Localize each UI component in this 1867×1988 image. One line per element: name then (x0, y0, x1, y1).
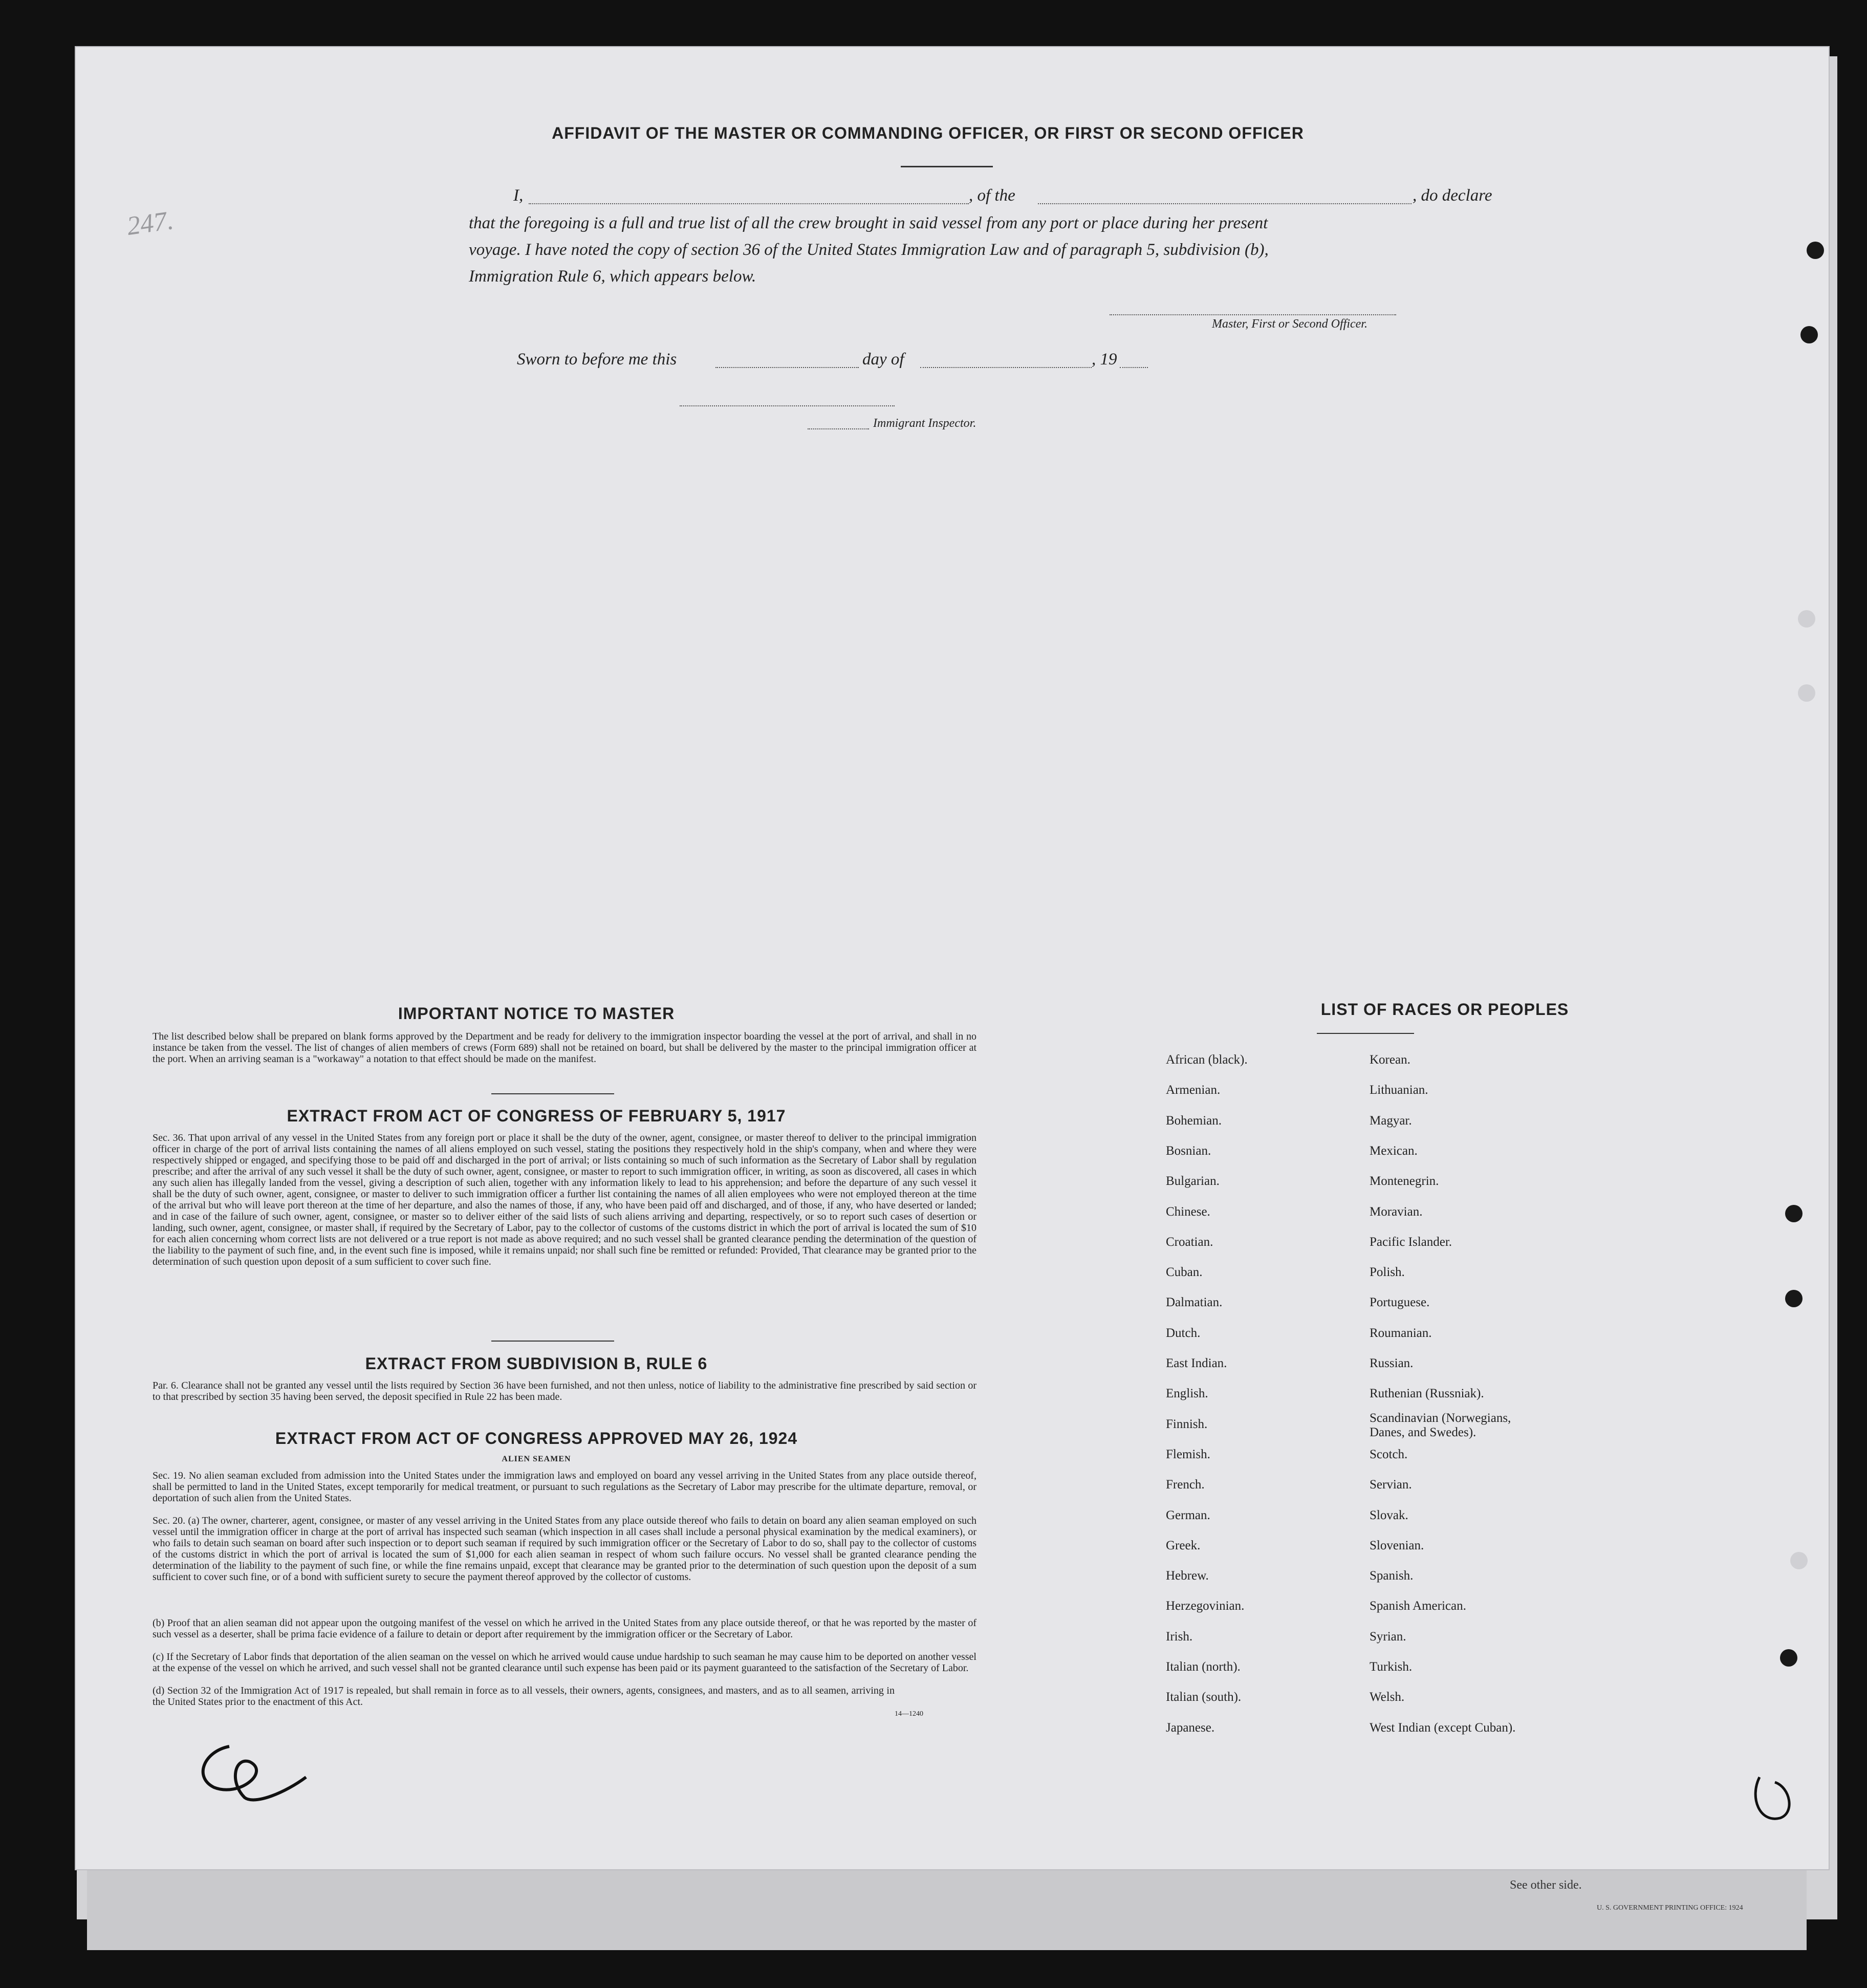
name-line (529, 203, 969, 204)
race-item: Spanish American. (1370, 1599, 1466, 1613)
races-title: LIST OF RACES OR PEOPLES (1320, 1000, 1569, 1019)
race-item: Magyar. (1370, 1113, 1412, 1128)
inspector-dots (808, 428, 869, 429)
race-item: Spanish. (1370, 1569, 1414, 1583)
notice-text: The list described below shall be prepared on blank forms approved by the Department and be ready for delivery to the immigration inspector boarding the vessel at the port of arrival, and shall in no instance be taken from the vessel. The list of changes of alien members of crews (Form 689) shall not be retained on board, but shall be delivered by the master to the principal immigration officer at the port. When an arriving seaman is a "workaway" a notation to that effect should be made on the manifest. (153, 1031, 976, 1065)
punch-hole (1800, 326, 1818, 343)
year-line (1120, 367, 1148, 368)
month-line (920, 367, 1092, 368)
race-item: Syrian. (1370, 1629, 1406, 1644)
notice-title: IMPORTANT NOTICE TO MASTER (398, 1004, 675, 1023)
race-item: Korean. (1370, 1053, 1410, 1067)
race-item: East Indian. (1166, 1356, 1227, 1370)
race-item: Portuguese. (1370, 1295, 1430, 1310)
year-label: , 19 (1092, 350, 1117, 369)
race-item: Slovenian. (1370, 1538, 1424, 1552)
race-item: Flemish. (1166, 1447, 1210, 1461)
extract-1917-title: EXTRACT FROM ACT OF CONGRESS OF FEBRUARY 5, 1917 (287, 1107, 786, 1125)
race-item: Herzegovinian. (1166, 1599, 1245, 1613)
race-item: Ruthenian (Russniak). (1370, 1387, 1484, 1401)
race-item: Mexican. (1370, 1143, 1418, 1158)
vessel-line (1038, 203, 1412, 204)
affidavit-do-declare: , do declare (1413, 186, 1492, 205)
race-item: Moravian. (1370, 1204, 1423, 1219)
race-item: Pacific Islander. (1370, 1235, 1452, 1249)
sec20c-text: (c) If the Secretary of Labor finds that deportation of the alien seaman on the vessel on which he arrived would cause undue hardship to such seaman he may cause him to be deported on another vessel at the expense of the vessel on which he arrived, and such vessel shall not be granted clearance until such expense has been paid or its payment guaranteed to the satisfaction of the Secretary of Labor. (153, 1651, 976, 1674)
title-rule (901, 166, 993, 167)
punch-hole (1785, 1205, 1803, 1222)
race-item: Cuban. (1166, 1265, 1203, 1280)
race-item: German. (1166, 1508, 1210, 1522)
affidavit-i: I, (513, 186, 524, 205)
race-item: Dutch. (1166, 1326, 1201, 1340)
race-item: Bosnian. (1166, 1143, 1211, 1158)
race-item: French. (1166, 1478, 1205, 1492)
sec20d-text: (d) Section 32 of the Immigration Act of 1917 is repealed, but shall remain in force as to all vessels, their owners, agents, consignees, and masters, and as to all seamen, arriving in the United States prior to the enactment of this Act. (153, 1685, 895, 1708)
race-item: Roumanian. (1370, 1326, 1432, 1340)
document-page (76, 47, 1829, 1869)
extract-1917-text: Sec. 36. That upon arrival of any vessel in the United States from any foreign port or place it shall be the duty of the owner, agent, consignee, or master thereof to deliver to the principal immigration officer in charge of the port of arrival lists containing the names of all aliens employed on such vessel, stating the positions they respectively hold in the ship's company, when and where they were respectively shipped or engaged, and specifying those to be paid off and discharged in the port of arrival; or lists containing so much of such information as the Secretary of Labor shall by regulation prescribe; and after the arrival of any such vessel it shall be the duty of such owner, agent, consignee, or master to report to such immigration officer, in writing, as soon as discovered, all cases in which any such alien has illegally landed from the vessel, giving a description of such alien, together with any information likely to lead to his apprehension; and before the departure of any such vessel it shall be the duty of such owner, agent, consignee, or master to deliver to such immigration officer a further list containing the names of all alien employees who were not employed thereon at the time of the arrival but who will leave port thereon at the time of her departure, and also the names of those, if any, who have been paid off and discharged, and of those, if any, who have deserted or landed; and in case of the failure of such owner, agent, consignee, or master so to deliver either of the said lists of such aliens arriving and departing, respectively, or so to report such cases of desertion or landing, such owner, agent, consignee, or master shall, if required by the Secretary of Labor, pay to the collector of customs of the customs district in which the port of arrival is located the sum of $10 for each alien concerning whom correct lists are not delivered or a true report is not made as above required; and no such vessel shall be granted clearance pending the determination of the question of the liability to the payment of such fine, and, in the event such fine is imposed, while it remains unpaid; nor shall such fine be remitted or refunded: Provided, That clearance may be granted prior to the determination of such question upon deposit of a sum sufficient to cover such fine. (153, 1132, 976, 1267)
sec19-text: Sec. 19. No alien seaman excluded from admission into the United States under the immigration laws and employed on board any vessel arriving in the United States from any place outside thereof, shall be permitted to land in the United States, except temporarily for medical treatment, or pursuant to such regulations as the Secretary of Labor may prescribe for the ultimate departure, removal, or deportation of such alien from the United States. (153, 1470, 976, 1504)
race-item: African (black). (1166, 1053, 1248, 1067)
race-item: Russian. (1370, 1356, 1414, 1370)
race-item: Scotch. (1370, 1447, 1408, 1461)
affidavit-line1: that the foregoing is a full and true list of all the crew brought in said vessel from any port or place during her present (469, 214, 1268, 232)
inspector-label: Immigrant Inspector. (873, 417, 976, 430)
race-item: Finnish. (1166, 1417, 1208, 1431)
extract-1924-title: EXTRACT FROM ACT OF CONGRESS APPROVED MAY 26, 1924 (275, 1429, 798, 1447)
race-item: English. (1166, 1387, 1208, 1401)
punch-hole (1785, 1290, 1803, 1307)
race-item: Montenegrin. (1370, 1174, 1439, 1189)
affidavit-line2: voyage. I have noted the copy of section 36 of the United States Immigration Law and of paragraph 5, subdivision (b), (469, 241, 1269, 259)
race-item: West Indian (except Cuban). (1370, 1720, 1516, 1735)
race-item: Dalmatian. (1166, 1295, 1223, 1310)
master-signature-line (1110, 314, 1396, 315)
extract-rule6-title: EXTRACT FROM SUBDIVISION B, RULE 6 (365, 1354, 708, 1373)
punch-hole (1780, 1649, 1797, 1667)
race-item: Turkish. (1370, 1660, 1413, 1674)
see-other-side: See other side. (1510, 1878, 1582, 1892)
affidavit-of-the: , of the (969, 186, 1015, 205)
divider (491, 1341, 614, 1342)
divider (491, 1093, 614, 1094)
master-signature-label: Master, First or Second Officer. (1212, 317, 1367, 331)
race-item: Slovak. (1370, 1508, 1408, 1522)
affidavit-title: AFFIDAVIT OF THE MASTER OR COMMANDING OFFICER, OR FIRST OR SECOND OFFICER (552, 124, 1304, 142)
affidavit-line3: Immigration Rule 6, which appears below. (469, 267, 756, 286)
punch-hole (1807, 242, 1824, 259)
handwritten-mark-icon (1744, 1767, 1806, 1833)
race-item: Hebrew. (1166, 1569, 1209, 1583)
alien-seamen-subtitle: ALIEN SEAMEN (502, 1455, 571, 1463)
race-item: Greek. (1166, 1538, 1201, 1552)
race-item: Irish. (1166, 1629, 1193, 1644)
form-number: 14—1240 (895, 1710, 923, 1718)
race-item: Lithuanian. (1370, 1083, 1428, 1097)
punch-hole (1798, 684, 1815, 702)
handwritten-mark-icon (183, 1741, 316, 1813)
race-item: Bohemian. (1166, 1113, 1222, 1128)
race-item: Croatian. (1166, 1235, 1213, 1249)
race-item: Japanese. (1166, 1720, 1215, 1735)
sec20b-text: (b) Proof that an alien seaman did not appear upon the outgoing manifest of the vessel on which he arrived in the United States from any place outside thereof, or that he was reported by the master of such vessel as a deserter, shall be prima facie evidence of a failure to detain or deport after requirement by the immigration officer or the Secretary of Labor. (153, 1617, 976, 1640)
printer-line: U. S. GOVERNMENT PRINTING OFFICE: 1924 (1597, 1904, 1743, 1912)
punch-hole (1798, 610, 1815, 628)
sec20a-text: Sec. 20. (a) The owner, charterer, agent, consignee, or master of any vessel arriving in the United States from any place outside thereof who fails to detain on board any alien seaman employed on such vessel until the immigration officer in charge at the port of arrival has inspected such seaman (which inspection in all cases shall include a personal physical examination by the medical examiners), or who fails to detain such seaman on board after such inspection or to deport such seaman if required by such immigration officer or the Secretary of Labor to do so, shall pay to the collector of customs of the customs district in which the port of arrival is located the sum of $1,000 for each alien seaman in respect of whom such failure occurs. No vessel shall be granted clearance pending the determination of the liability to the payment of such fine, or while the fine remains unpaid, except that clearance may be granted prior to the determination of such question upon the deposit of a sum sufficient to cover such fine, or of a bond with sufficient surety to secure the payment thereof approved by the collector of customs. (153, 1515, 976, 1583)
day-of-label: day of (862, 350, 904, 369)
race-item: Chinese. (1166, 1204, 1210, 1219)
race-item: Welsh. (1370, 1690, 1405, 1704)
handwritten-number: 247. (125, 205, 176, 242)
punch-hole (1790, 1552, 1808, 1569)
sworn-day-line (715, 367, 859, 368)
sworn-label: Sworn to before me this (517, 350, 677, 369)
race-item: Armenian. (1166, 1083, 1221, 1097)
race-item: Servian. (1370, 1478, 1412, 1492)
race-item: Italian (south). (1166, 1690, 1242, 1704)
race-item: Polish. (1370, 1265, 1405, 1280)
inspector-signature-line (680, 405, 895, 406)
races-rule (1317, 1033, 1414, 1034)
race-item: Italian (north). (1166, 1660, 1241, 1674)
extract-rule6-text: Par. 6. Clearance shall not be granted any vessel until the lists required by Section 36 have been furnished, and not then unless, notice of liability to the administrative fine prescribed by said section or to that prescribed by section 35 having been served, the deposit specified in Rule 22 has been made. (153, 1380, 976, 1402)
race-item: Bulgarian. (1166, 1174, 1220, 1189)
race-item: Scandinavian (Norwegians, Danes, and Swedes). (1370, 1411, 1511, 1439)
